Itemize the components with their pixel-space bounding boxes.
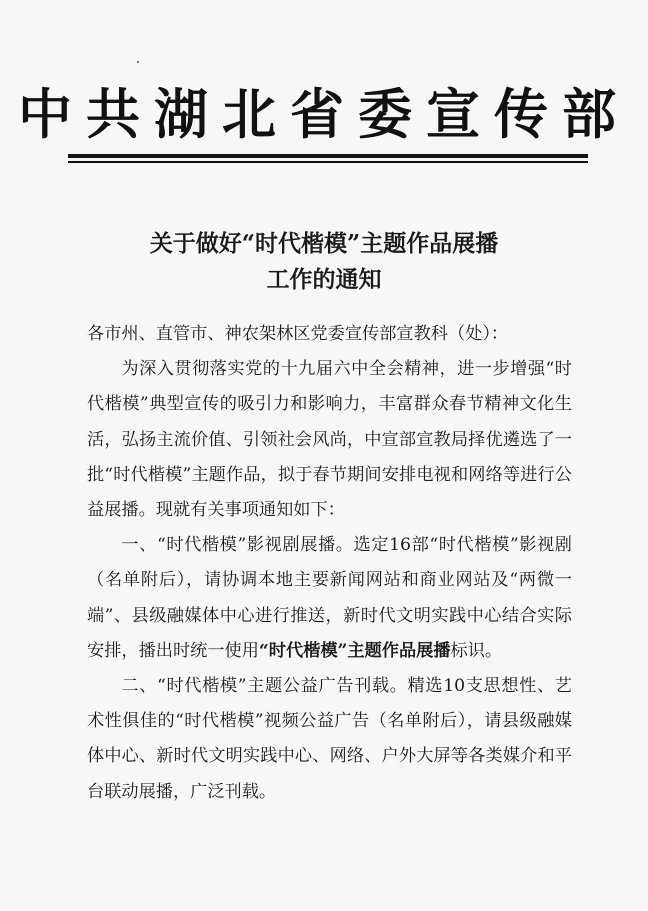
item-1-paragraph <box>87 528 572 669</box>
letterhead: 中共湖北省委宣传部 <box>18 82 630 146</box>
title-line-1: 关于做好“时代楷模”主题作品展播 <box>149 230 499 257</box>
item-1-tail: 标识。 <box>450 640 503 661</box>
scan-speck <box>137 61 139 63</box>
document-title <box>0 226 648 298</box>
letterhead-rule-thin <box>68 161 588 163</box>
title-line-2: 工作的通知 <box>266 266 382 293</box>
item-2-paragraph: 二、“时代楷模”主题公益广告刊载。精选10支思想性、艺术性俱佳的“时代楷模”视频公益广告（名单附后），请县级融媒体中心、新时代文明实践中心、网络、户外大屏等各类媒介和平台联动展播，广泛刊载。 <box>87 676 572 802</box>
salutation: 各市州、直管市、神农架林区党委宣传部宣教科（处）： <box>87 324 509 344</box>
item-1-text: 一、“时代楷模”影视剧展播。选定16部“时代楷模”影视剧（名单附后），请协调本地主要新闻网站和商业网站及“两微一端”、县级融媒体中心进行推送，新时代文明实践中心结合实际安排，播出时统一使用 <box>87 535 572 661</box>
letterhead-rule-thick <box>68 154 588 158</box>
item-1-bold-label: “时代楷模”主题作品展播 <box>258 640 451 661</box>
document-body <box>87 317 572 810</box>
intro-paragraph: 为深入贯彻落实党的十九届六中全会精神，进一步增强“时代楷模”典型宣传的吸引力和影响力，丰富群众春节精神文化生活，弘扬主流价值、引领社会风尚，中宣部宣教局择优遴选了一批“时代楷模”主题作品，拟于春节期间安排电视和网络等进行公益展播。现就有关事项通知如下： <box>87 359 572 521</box>
